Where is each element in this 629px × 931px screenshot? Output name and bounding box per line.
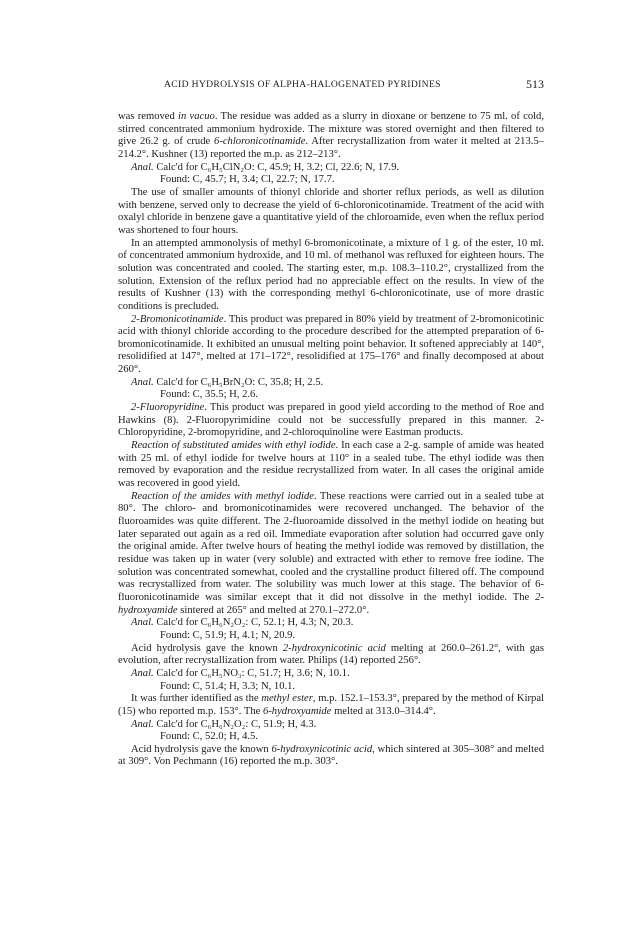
paragraph [118, 668, 544, 681]
paragraph [118, 238, 544, 314]
text-run: Calc'd for C₆H₅ClN₂O: C, 45.9; H, 3.2; Cl, 22.6; N, 17.9. [153, 161, 400, 173]
text-run: Acid hydrolysis gave the known [131, 642, 283, 654]
text-run: was removed [118, 111, 179, 122]
text-run: melting at 260.0–261.2°, with gas evolution, after recrystallization from water. Philips (14) reported 256°. [118, 642, 544, 667]
text-run: , m.p. 152.1–153.3°, prepared by the method of Kirpal (15) who reported m.p. 153°. The [118, 693, 544, 717]
italic-text: 2-Fluoropyridine [131, 402, 205, 414]
paragraph [118, 744, 544, 769]
italic-text: Anal. [131, 718, 154, 730]
paragraph [118, 491, 544, 618]
text-run: . This product was prepared in 80% yield by treatment of 2-bromonicotinic acid with thionyl chloride according to the procedure described for the attempted preparation of 6-bromonicotinamide. It exhibited an unusual melting point behavior. It softened appreciably at 140°, resolidified at 147°, melted at 171–172°, resolidified at 175–176° and finally decomposed at about 260°. [118, 313, 544, 376]
paragraph [118, 314, 544, 377]
analysis-found-line [118, 731, 544, 744]
italic-text: 6-chloronicotinamide [214, 136, 306, 148]
italic-text: 2-Bromonicotinamide [131, 313, 224, 325]
analysis-found-line [118, 630, 544, 643]
italic-text: 2-hydroxyamide [118, 591, 544, 616]
text-run: Calc'd for C₆H₅NO₃: C, 51.7; H, 3.6; N, 10.1. [153, 667, 350, 679]
paragraph [118, 693, 544, 718]
text-run: . The residue was added as a slurry in dioxane or benzene to 75 ml. of cold, stirred concentrated ammonium hydroxide. The mixture was stored overnight and then filtered to give 26.2 g. of crude [118, 111, 545, 148]
text-run: In an attempted ammonolysis of methyl 6-bromonicotinate, a mixture of 1 g. of the ester, 10 ml. of concentrated ammonium hydroxide, and 10 ml. of methanol was refluxed for eighteen hours. The solution was concentrated and cooled. The starting ester, m.p. 108.3–110.2°, crystallized from the solution. Extension of the reflux period had no appreciable effect on the results. In view of the results of Kushner (13) with the corresponding methyl 6-chloronicotinate, use of more drastic conditions is precluded. [118, 237, 544, 312]
analysis-found-line [118, 681, 544, 694]
text-run: Found: C, 51.9; H, 4.1; N, 20.9. [160, 629, 296, 641]
italic-text: 6-hydroxyamide [262, 705, 332, 717]
italic-text: Anal. [131, 161, 154, 173]
paragraph [118, 643, 544, 668]
text-run: Acid hydrolysis gave the known [131, 743, 272, 755]
paragraph [118, 377, 544, 390]
italic-text: 6-hydroxynicotinic acid [271, 743, 373, 755]
paragraph [118, 440, 544, 491]
paragraph [118, 111, 544, 162]
text-run: Found: C, 45.7; H, 3.4; Cl, 22.7; N, 17.7. [160, 174, 335, 186]
running-title: ACID HYDROLYSIS OF ALPHA-HALOGENATED PYRIDINES [164, 79, 441, 90]
italic-text: Reaction of substituted amides with ethyl iodide [131, 440, 336, 452]
article-body [118, 111, 544, 769]
paragraph [118, 187, 544, 238]
paragraph [118, 719, 544, 732]
text-run: Calc'd for C₆H₆N₂O₂: C, 52.1; H, 4.3; N, 20.3. [153, 617, 354, 629]
italic-text: Reaction of the amides with methyl iodide [131, 490, 314, 502]
analysis-found-line [118, 174, 544, 187]
paragraph [118, 162, 544, 175]
text-run: Calc'd for C₆H₆N₂O₂: C, 51.9; H, 4.3. [153, 718, 317, 730]
text-run: Found: C, 51.4; H, 3.3; N, 10.1. [160, 680, 296, 692]
text-run: melted at 313.0–314.4°. [331, 705, 436, 717]
paragraph [118, 617, 544, 630]
text-run: Found: C, 52.0; H, 4.5. [160, 731, 259, 743]
text-run: , which sintered at 305–308° and melted at 309°. Von Pechmann (16) reported the m.p. 303°. [118, 743, 545, 768]
page-number: 513 [526, 77, 544, 91]
text-run: Calc'd for C₆H₅BrN₂O: C, 35.8; H, 2.5. [153, 376, 324, 388]
paragraph [118, 402, 544, 440]
text-run: . In each case a 2-g. sample of amide was heated with 25 ml. of ethyl iodide for twelve hours at 110° in a sealed tube. The ethyl iodide was then removed by evaporation and the residue recrystallized from water. In all cases the original amide was recovered in good yield. [118, 440, 544, 490]
text-run: sintered at 265° and melted at 270.1–272.0°. [177, 604, 370, 616]
text-run: Found: C, 35.5; H, 2.6. [160, 389, 259, 401]
text-run: The use of smaller amounts of thionyl chloride and shorter reflux periods, as well as dilution with benzene, served only to decrease the yield of 6-chloronicotinamide. Treatment of the acid with oxalyl chloride in benzene gave a quantitative yield of the chloroamide, even when the reflux period was shortened to four hours. [118, 186, 544, 236]
italic-text: Anal. [131, 376, 154, 388]
text-run: . This product was prepared in good yield according to the method of Roe and Hawkins (8). 2-Fluoropyrimidine could not be successfully prepared in this manner. 2-Chloropyridine, 2-bromopyridine, and 2-chloroquinoline were Eastman products. [118, 402, 544, 439]
analysis-found-line [118, 389, 544, 402]
italic-text: 2-hydroxynicotinic acid [282, 642, 386, 654]
italic-text: in vacuo [178, 111, 215, 122]
italic-text: methyl ester [261, 693, 313, 705]
text-run: . These reactions were carried out in a sealed tube at 80°. The chloro- and bromonicotinamides were recovered unchanged. The behavior of the fluoroamides was quite different. The 2-fluoroamide dissolved in the methyl iodide on heating but later separated out again as a red oil. Immediate evaporation after solution had occurred gave only the original amide. After twelve hours of heating the methyl iodide was removed by distillation, the residue was taken up in water (very soluble) and extracted with ether to remove free iodine. The solution was concentrated somewhat, cooled and the crystalline product filtered off. The compound was recrystallized from water. The solubility was much lower at this stage. The behavior of 6-fluoronicotinamide was similar except that it did not dissolve in the methyl iodide. The [118, 490, 544, 603]
text-run: It was further identified as the [131, 693, 262, 705]
italic-text: Anal. [131, 617, 154, 629]
text-run: . After recrystallization from water it melted at 213.5–214.2°. Kushner (13) reported the m.p. as 212–213°. [118, 136, 544, 160]
italic-text: Anal. [131, 667, 154, 679]
